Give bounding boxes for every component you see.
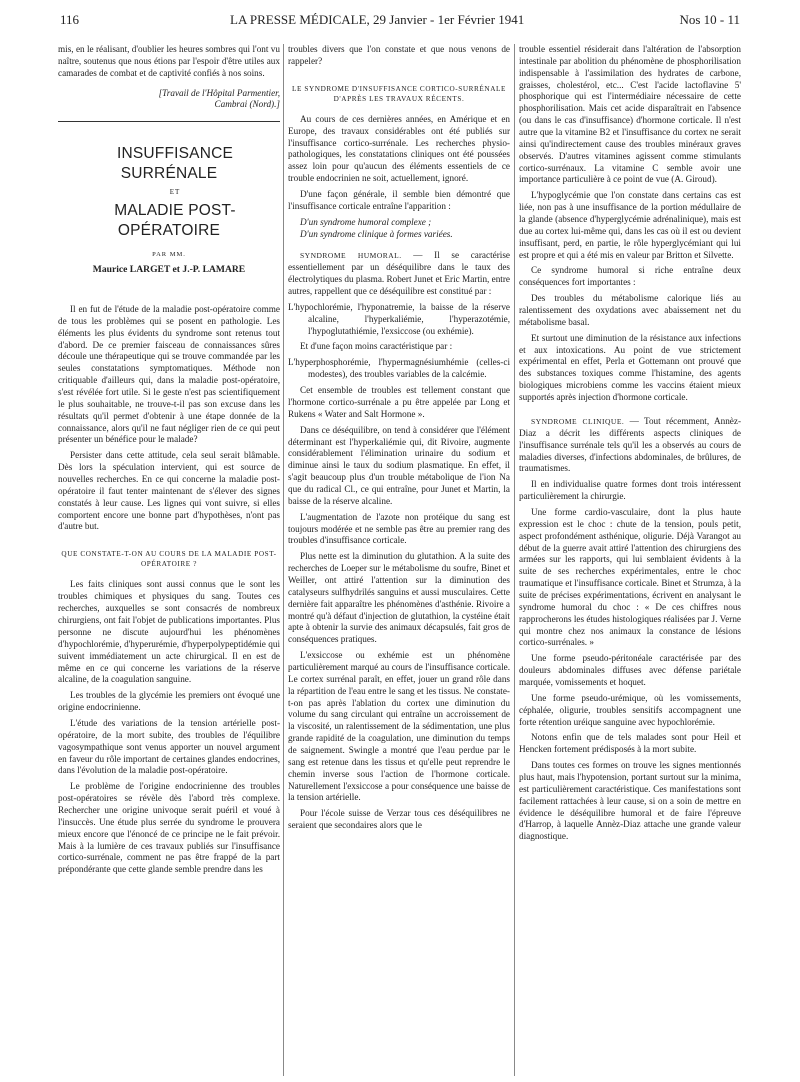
paragraph: L'étude des variations de la tension artérielle post-opératoire, de la mort subite, des troubles de l'équilibre vagosympathique sont venus apporter un nouvel argument en faveur du rôle important de certaines glandes endocrines, dans l'évolution de la maladie post-opératoire. bbox=[58, 717, 280, 776]
title-conjunction: ET bbox=[169, 188, 181, 197]
paragraph: trouble essentiel résiderait dans l'altération de l'absorption intestinale par abolition du phénomène de phosphorilisation indispensable à l'assimilation des hydrates de carbone, graisses, cholestérol, etc... C'est l'acide lactoflavine 5' phosphorique qui est l'intermédiaire nécessaire de cette phosphorilisation. Mais cet acide disparaîtrait en l'absence (ou dans le cas d'insuffisance) d'hormone corticale. Il n'est autre que la vitamine B2 et l'insuffisance du cortex ne serait ainsi qu'indirectement cause des troubles minéraux graves observés. D'autres vitamines agissent comme stimulants cortico-surrénaux. La vitamine C semble avoir une importance particulière à ce point de vue (A. Giroud). bbox=[519, 44, 741, 185]
paragraph: Cet ensemble de troubles est tellement constant que l'hormone cortico-surrénale a pu être appelée par Long et Rukens « Water and Salt Hormone ». bbox=[288, 385, 510, 419]
paragraph: Des troubles du métabolisme calorique liés au ralentissement des oxydations avec abaissement net du métabolisme basal. bbox=[519, 293, 741, 327]
paragraph: troubles divers que l'on constate et que nous venons de rappeler? bbox=[288, 44, 510, 66]
paragraph: Il en fut de l'étude de la maladie post-opératoire comme de tous les problèmes qui se posent en pathologie. Les éléments les plus évidents du syndrome sont retenus tout d'abord. De ce premier faisceau de connaissances sûres découle une thérapeutique qui se trouve commandée par les seules constatations symptomatiques. Méthode non critiquable d'ailleurs qui, dans la maladie post-opératoire, s'est révélée fort utile. Si le geste n'est pas scientifiquement le plus souhaitable, ne trouve-t-il pas son excuse dans les résultats qu'il permet d'obtenir à une étape donnée de la connaissance, alors qu'il ne faut négliger rien de ce qui peut présenter un bénéfice pour le malade? bbox=[58, 304, 280, 445]
paragraph: L'augmentation de l'azote non protéique du sang est toujours modérée et ne semble pas être au premier rang des troubles d'insuffisance corticale. bbox=[288, 511, 510, 546]
paragraph: Les troubles de la glycémie les premiers ont évoqué une origine endocrinienne. bbox=[58, 690, 280, 713]
paragraph bbox=[519, 416, 741, 475]
paragraph: Et surtout une diminution de la résistance aux infections et aux intoxications. Au point de vue strictement expérimental en effet, Perla et Gottemann ont prouvé que des substances toxiques comme l'histamine, des agents biologiques microbiens comme les vaccins étaient mieux supportés après injection d'hormone corticale. bbox=[519, 332, 741, 403]
paragraph bbox=[288, 250, 510, 297]
paragraph: Ce syndrome humoral si riche entraîne deux conséquences fort importantes : bbox=[519, 265, 741, 288]
author-names: Maurice LARGET et J.-P. LAMARE bbox=[92, 263, 246, 275]
section-heading: LE SYNDROME D'INSUFFISANCE CORTICO-SURRÉNALE D'APRÈS LES TRAVAUX RÉCENTS. bbox=[292, 84, 506, 103]
paragraph: L'hypoglycémie que l'on constate dans certains cas est liée, non pas à une insuffisance de la portion médullaire de la glande (absence d'hyperglycémie adrénalinique), mais est due au cortex lui-même qui, dans les cas où il est ou devient insuffisant, perd, en partie, le rôle hyperglycémiant qui lui est propre et qui a été mis en valeur par Britton et Silvette. bbox=[519, 190, 741, 260]
paragraph: Le problème de l'origine endocrinienne des troubles post-opératoires se révèle dès l'abord très complexe. Rechercher une origine univoque serait puéril et voué à l'insuccès. Une étude plus serrée du syndrome le prouvera mieux encore que l'énoncé de ce principe ne le fait prévoir. Mais à la lumière de ces travaux publiés sur l'insuffisance cortico-surrénale, comment ne pas être frappé de la part prépondérante que cette glande semble prendre dans les bbox=[58, 781, 280, 875]
paragraph: Les faits cliniques sont aussi connus que le sont les troubles chimiques et physiques du sang. Toutes ces recherches, auxquelles se sont consacrés de nombreux chirurgiens, ont fait l'objet de publications importantes. Plus personne ne discute aujourd'hui les phénomènes d'hypochlorémie, d'hyperurémie, d'hyperpolypeptidémie qui suivent immédiatement un acte chirurgical. Il en est de même en ce qui concerne les variations de la réserve alcaline, de la coagulation sanguine. bbox=[58, 579, 280, 685]
paragraph: L'exsiccose ou exhémie est un phénomène particulièrement marqué au cours de l'insuffisance corticale. Le cortex surrénal paraît, en effet, jouer un grand rôle dans la répartition de l'eau entre le sang et les tissus. Ne constate-t-on pas après l'ablation du cortex une diminution du volume du sang circulant qui entraîne un accroissement de la viscosité, un ralentissement de la sédimentation, une plus grande rapidité de la coagulation, une diminution du temps de saignement. Swingle a montré que l'eau perdue par le sang est retenue dans les tissus et qu'elle peut reprendre le chemin inverse sous l'action de l'hormone corticale. Naturellement l'exsiccose a pour conséquence une baisse de la tension artérielle. bbox=[288, 650, 510, 803]
credit bbox=[58, 88, 280, 112]
column-divider bbox=[514, 44, 515, 1076]
issue-number: Nos 10 - 11 bbox=[679, 12, 740, 27]
column-3 bbox=[519, 44, 741, 847]
paragraph: Au cours de ces dernières années, en Amérique et en Europe, des travaux considérables ont été publiés sur l'insuffisance cortico-surrénale. Les recherches physio-pathologiques, les constatations cliniques ont été poussées assez loin pour qu'aucun des éléments essentiels de ce trouble endocrinien ne soit, actuellement, ignoré. bbox=[288, 113, 510, 184]
divider bbox=[58, 121, 280, 122]
section-heading: QUE CONSTATE-T-ON AU COURS DE LA MALADIE POST-OPÉRATOIRE ? bbox=[61, 550, 277, 569]
column-divider bbox=[283, 44, 284, 1076]
subsection-lead: SYNDROME HUMORAL. bbox=[300, 251, 402, 261]
list-item: L'hypochlorémie, l'hyponatremie, la baisse de la réserve alcaline, l'hyperkaliémie, l'hyperazotémie, l'hypoglutathiémie, l'exsiccose (ou exhémie). bbox=[288, 301, 510, 336]
paragraph-text: — Il se caractérise essentiellement par un déséquilibre dans le taux des électrolytiques du plasma. Robert Junet et Eric Martin, entre autres, rappellent que ce déséquilibre est constitué par : bbox=[288, 250, 510, 297]
paragraph: D'une façon générale, il semble bien démontré que l'insuffisance corticale entraîne l'apparition : bbox=[288, 189, 510, 211]
paragraph: Il en individualise quatre formes dont trois intéressent particulièrement la chirurgie. bbox=[519, 479, 741, 502]
paragraph: Une forme pseudo-urémique, où les vomissements, céphalée, oligurie, troubles sensitifs accompagnent une forte rétention uréique sanguine avec hypochlorémie. bbox=[519, 692, 741, 727]
paragraph: D'un syndrome clinique à formes variées. bbox=[300, 228, 453, 239]
paragraph: mis, en le réalisant, d'oublier les heures sombres qui l'ont vu naître, soutenus que nous étions par l'espoir d'être utiles aux camarades de combat et de captivité confiés à nos soins. bbox=[58, 44, 280, 78]
subsection-lead: SYNDROME CLINIQUE. bbox=[531, 416, 625, 426]
paragraph: Dans ce déséquilibre, on tend à considérer que l'élément déterminant est l'hyperkaliémie qui, dit Rivoire, augmente considérablement l'élimination urinaire du sodium et diminue ainsi le taux du sodium plasmatique. En effet, il s'agit beaucoup plus d'un trouble métabolique de l'ion Na que du radical Cl., ce qui entraîne, pour Junet et Martin, la baisse de la réserve alcaline. bbox=[288, 424, 510, 506]
paragraph-text: — Tout récemment, Annèz-Diaz a décrit les différents aspects cliniques de l'insuffisance surrénale tels qu'il les a observés au cours de maladies diverses, d'infections abdominales, de brûlures, de traumatismes. bbox=[519, 415, 742, 474]
paragraph: Notons enfin que de tels malades sont pour Heil et Hencken fortement prédisposés à la mort subite. bbox=[519, 732, 741, 755]
paragraph: Persister dans cette attitude, cela seul serait blâmable. Dès lors la spéculation intervient, qui est source de nouvelles recherches. En ce qui concerne la maladie post-opératoire il faut tenter maintenant de s'élever des signes constatés à leur cause. Les lignes qui vont suivre, si elles comportent encore une bonne part d'hypothèses, n'ont pas d'autre but. bbox=[58, 450, 280, 532]
page-header bbox=[60, 12, 740, 30]
article-title: MALADIE POST-OPÉRATOIRE bbox=[114, 202, 236, 240]
journal-title: LA PRESSE MÉDICALE, 29 Janvier - 1er Février 1941 bbox=[230, 12, 525, 27]
paragraph: Plus nette est la diminution du glutathion. A la suite des recherches de Loeper sur le métabolisme du soufre, Binet et Weiller, ont attiré l'attention sur la diminution des catalyseurs sulfhydrilés sanguins et aussi musculaires. Cette dernière fait apparaître les phénomènes d'asthénie. Rivoire a montré qu'à défaut d'injection de glutathion, la cystéine était apte à obtenir la survie des animaux décapsulés, fait gros de conséquences pratiques. bbox=[288, 551, 510, 645]
paragraph: Pour l'école suisse de Verzar tous ces déséquilibres ne seraient que secondaires alors que le bbox=[288, 808, 510, 831]
credit-line: Cambrai (Nord).] bbox=[214, 99, 280, 110]
paragraph: Une forme cardio-vasculaire, dont la plus haute expression est le choc : chute de la tension, pouls petit, aspect profondément asthénique, oligurie. Déjà Varangot au début de la guerre avait attiré l'attention des chirurgiens des armées sur les rapports, qui lui semblaient évidents à la suite de ses recherches expérimentales, entre le choc traumatique et l'insuffisance corticale. Binet et Strumza, à la suite de précises expérimentations, écrivent en analysant le syndrome humoral du choc : « De ces chiffres nous rapprocherons les études histologiques réalisées par J. Verne qui montre chez nos animaux la constance de lésions cortico-surrénales. » bbox=[519, 506, 741, 648]
article-title: INSUFFISANCE SURRÉNALE bbox=[116, 145, 234, 183]
paragraph: Et d'une façon moins caractéristique par : bbox=[300, 341, 453, 352]
list-item: L'hyperphosphorémie, l'hypermagnésiumhémie (celles-ci modestes), des troubles variables de la calcémie. bbox=[288, 357, 510, 380]
paragraph: D'un syndrome humoral complexe ; bbox=[300, 216, 432, 227]
page-number: 116 bbox=[60, 12, 80, 27]
authors-prefix: PAR MM. bbox=[152, 251, 186, 259]
column-2 bbox=[288, 44, 510, 836]
credit-line: [Travail de l'Hôpital Parmentier, bbox=[158, 87, 280, 98]
column-1 bbox=[58, 44, 280, 880]
paragraph: Une forme pseudo-péritonéale caractérisée par des douleurs abdominales diffuses avec défense pariétale marquée, vomissements et hoquet. bbox=[519, 653, 741, 687]
authors bbox=[58, 251, 280, 276]
paragraph: Dans toutes ces formes on trouve les signes mentionnés plus haut, mais l'hypotension, portant surtout sur la minima, est particulièrement caractéristique. Ces manifestations sont facilement rattachées à leur cause, si on a soin de mettre en évidence le déséquilibre humoral et de faire l'épreuve d'Harrop, à laquelle Annèz-Diaz attache une grande valeur diagnostique. bbox=[519, 760, 741, 842]
